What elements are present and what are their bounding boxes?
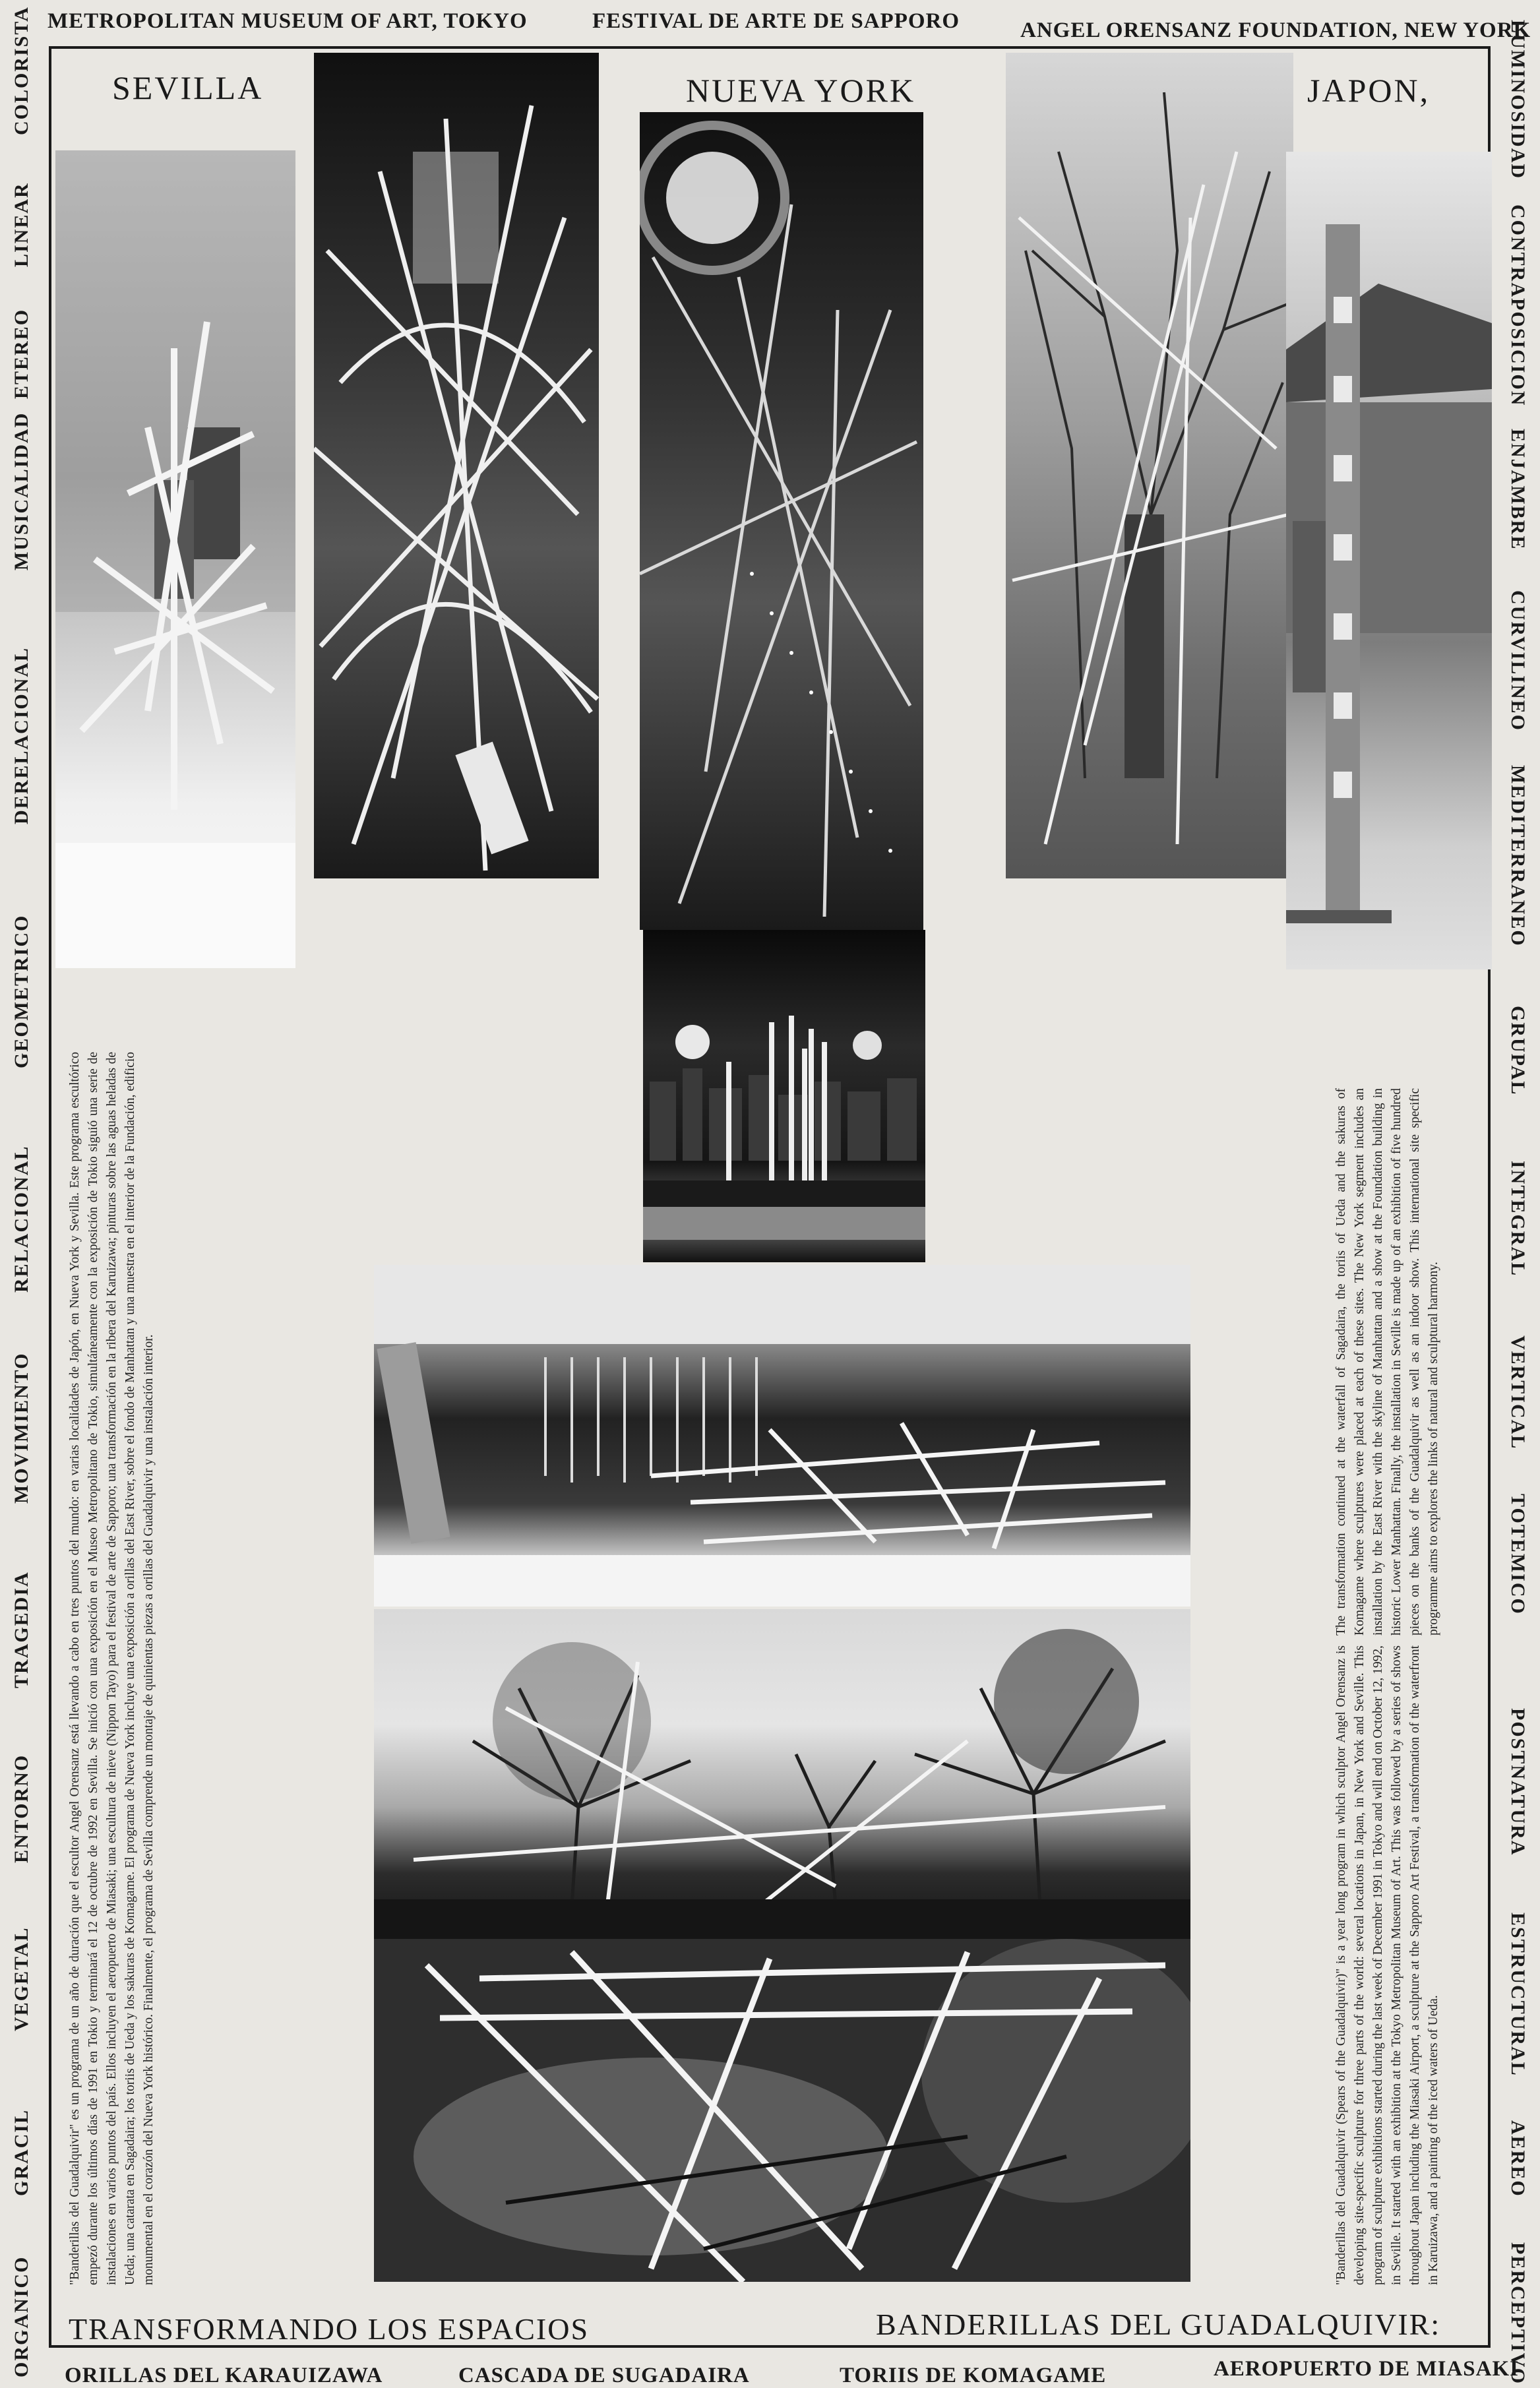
side-word-geometrico: GEOMETRICO <box>11 914 32 1068</box>
side-word-organico: ORGANICO <box>11 2255 32 2377</box>
karuizawa-trees-icon <box>374 1609 1190 1939</box>
photo-snow-sculpture <box>55 150 295 968</box>
bottom-label-sugadaira: CASCADA DE SUGADAIRA <box>458 2364 750 2387</box>
sugadaira-waterfall-icon <box>374 1265 1190 1607</box>
sakura-trees-icon <box>1006 53 1293 878</box>
side-word-derelacional: DERELACIONAL <box>11 646 32 824</box>
snow-sculpture-icon <box>55 150 295 968</box>
panel-title-nueva-york: NUEVA YORK <box>686 72 916 109</box>
side-word-grupal: GRUPAL <box>1507 1006 1529 1096</box>
side-word-curvilineo: CURVILINEO <box>1507 590 1529 731</box>
side-word-vertical: VERTICAL <box>1507 1335 1529 1450</box>
photo-indoor-installation <box>314 53 599 878</box>
side-word-entorno: ENTORNO <box>11 1754 32 1863</box>
side-word-relacional: RELACIONAL <box>11 1145 32 1293</box>
side-word-perceptivo: PERCEPTIVO <box>1507 2242 1529 2385</box>
heading-banderillas: BANDERILLAS DEL GUADALQUIVIR: <box>876 2308 1441 2341</box>
side-word-etereo: ETEREO <box>11 308 32 399</box>
bottom-label-miasaki: AEROPUERTO DE MIASAKI <box>1214 2357 1519 2381</box>
english-description-part-2: The transformation continued at the waterfall of Sagadaira, the toriis of Ueda and the sakuras of Komagame where sculptures were placed at each of these sites. The New York segment includes an installation by the East River with the skyline of Manhattan and a show at the Foundation building in historic Lower Manhattan. Finally, the installation in Seville is made up of an exhibition of five hundred pieces on the banks of the Guadalquivir as well as an indoor show. This international site specific programme aims to explores the links of natural and sculptural harmony. <box>1334 1088 1440 1636</box>
photo-sakura-trees <box>1006 53 1293 878</box>
river-spears-icon <box>374 1939 1190 2282</box>
side-word-enjambre: ENJAMBRE <box>1507 429 1529 551</box>
side-word-contraposicion: CONTRAPOSICION <box>1507 204 1529 407</box>
side-word-musicalidad: MUSICALIDAD <box>11 412 32 570</box>
top-label-sapporo-festival: FESTIVAL DE ARTE DE SAPPORO <box>592 9 960 33</box>
photo-east-river-night <box>640 112 923 930</box>
side-word-tragedia: TRAGEDIA <box>11 1571 32 1688</box>
photo-karuizawa-trees <box>374 1609 1190 1939</box>
side-word-movimiento: MOVIMIENTO <box>11 1352 32 1504</box>
photo-sugadaira-waterfall <box>374 1265 1190 1607</box>
side-word-postnatura: POSTNATURA <box>1507 1708 1529 1856</box>
bottom-label-komagame: TORIIS DE KOMAGAME <box>840 2364 1107 2387</box>
east-river-night-icon <box>640 112 923 930</box>
side-word-linear: LINEAR <box>11 182 32 267</box>
shrine-totem-icon <box>1286 152 1492 969</box>
photo-manhattan-skyline <box>643 930 925 1262</box>
panel-title-sevilla: SEVILLA <box>112 69 264 106</box>
top-label-orensanz-foundation: ANGEL ORENSANZ FOUNDATION, NEW YORK <box>1020 18 1531 42</box>
side-word-mediterraneo: MEDITERRANEO <box>1507 765 1529 947</box>
english-description-part-1: "Banderillas del Guadalquivir (Spears of the Guadalquivir)" is a year long program in which sculptor Angel Orensanz is developing site-specific sculpture for three parts of the world: several locations in Japan, in New York and Seville. This program of sculpture exhibitions started during the last week of December 1991 in Tokyo and will end on October 12, 1992, in Seville. It started with an exhibition at the Tokyo Metropolitan Museum of Art. This was followed by a series of shows throughout Japan including the Miasaki Airport, a sculpture at the Sapporo Art Festival, a transformation of the waterfront in Karuizawa, and a painting of the iced waters of Ueda. <box>1334 1645 1440 2285</box>
heading-transformando: TRANSFORMANDO LOS ESPACIOS <box>69 2312 590 2346</box>
photo-river-spears <box>374 1939 1190 2282</box>
side-word-aereo: AEREO <box>1507 2120 1529 2197</box>
side-word-totemico: TOTEMICO <box>1507 1494 1529 1615</box>
top-label-tokyo-museum: METROPOLITAN MUSEUM OF ART, TOKYO <box>47 9 528 33</box>
panel-title-japon: JAPON, <box>1307 72 1431 109</box>
side-word-colorista: COLORISTA <box>11 6 32 135</box>
side-word-gracil: GRACIL <box>11 2108 32 2196</box>
bottom-label-karauizawa: ORILLAS DEL KARAUIZAWA <box>65 2364 383 2387</box>
indoor-installation-icon <box>314 53 599 878</box>
photo-shrine-totem <box>1286 152 1492 969</box>
manhattan-skyline-icon <box>643 930 925 1262</box>
side-word-estructural: ESTRUCTURAL <box>1507 1913 1529 2077</box>
spanish-description: "Banderillas del Guadalquivir" es un programa de un año de duración que el escultor Angel Orensanz está llevando a cabo en tres puntos del mundo: en varias localidades de Japón, en Nueva York y Sevilla. Este programa escultórico empezó durante los últimos días de 1991 en Tokio y terminará el 12 de octubre de 1992 en Sevilla. Se inició con una exposición en el Museo Metropolitano de Tokio, simultáneamente con la exposición de Tokio siguió una serie de instalaciones en varios puntos del país. Ellos incluyen el aeropuerto de Miasaki; una escultura de nieve (Nippon Tayo) para el festival de arte de Sapporo; una transformación en la ribera del Karuizawa; pinturas sobre las aguas heladas de Ueda; una catarata en Sagadaira; los toriis de Ueda y los sakuras de Komagame. El programa de Nueva York incluye una exposición a orillas del East River, sobre el fondo de Manhattan y una muestra en el interior de la Fundación, edificio monumental en el corazón del Nueva York histórico. Finalmente, el programa de Sevilla comprende un montaje de quinientas piezas a orillas del Guadalquivir y una instalación interior. <box>68 1052 156 2285</box>
side-word-vegetal: VEGETAL <box>11 1926 32 2031</box>
side-word-luminosidad: LUMINOSIDAD <box>1507 20 1529 180</box>
side-word-integral: INTEGRAL <box>1507 1161 1529 1277</box>
